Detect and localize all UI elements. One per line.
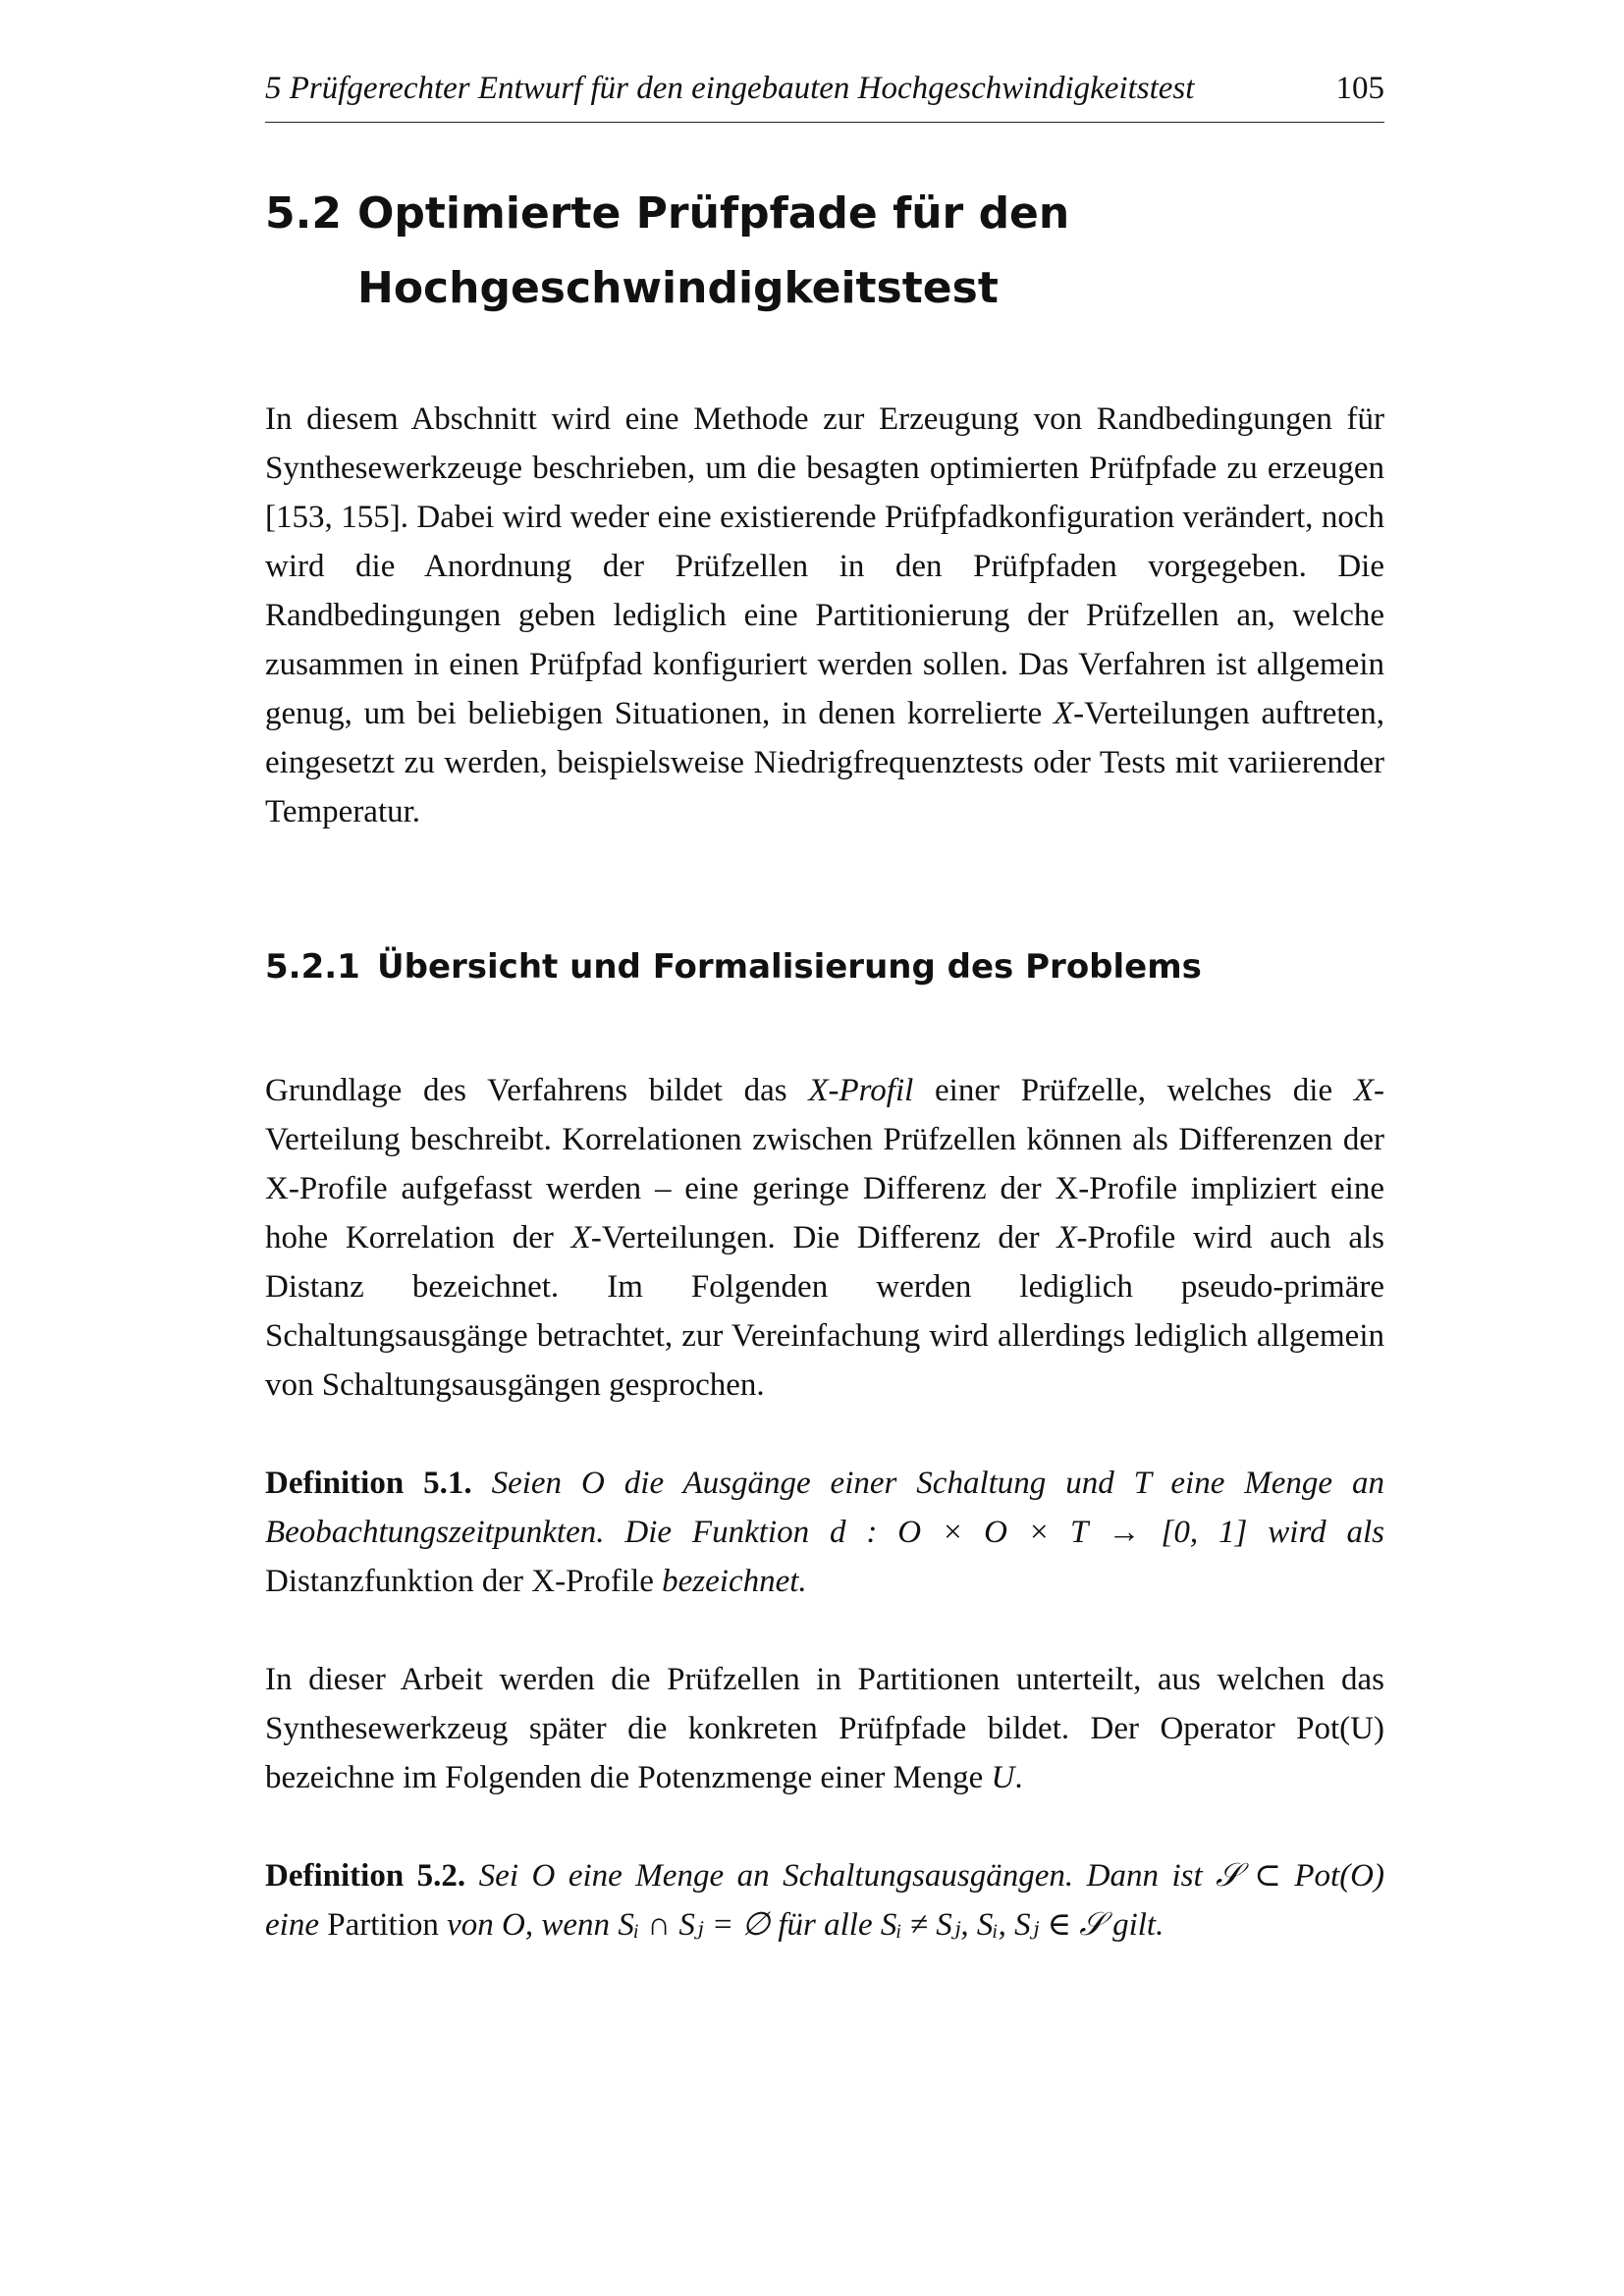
- def2-text-6: für alle: [770, 1907, 881, 1943]
- def1-math-o: O: [581, 1466, 605, 1501]
- def1-text-2: die Ausgänge einer Schaltung und: [604, 1466, 1134, 1501]
- paragraph-xprofile: [265, 1066, 1384, 1410]
- subsection-number: 5.2.1: [265, 947, 360, 987]
- p2-text-3: -Verteilung beschreibt. Korrelationen zwischen Prüfzellen können als Differenzen der X-Profile aufgefasst werden – eine geringe Differenz der X-Profile impliziert eine hohe Korrelation der: [265, 1073, 1384, 1255]
- p3-text-1: In dieser Arbeit werden die Prüfzellen in Partitionen unterteilt, aus welchen das Synthesewerkzeug später die konkreten Prüfpfade bildet. Der Operator: [265, 1662, 1384, 1746]
- p2-math-x3: X: [1056, 1220, 1077, 1255]
- def1-math-d: d : O × O × T → [0, 1]: [829, 1515, 1248, 1550]
- def2-math-condition: Sᵢ ≠ Sⱼ, Sᵢ, Sⱼ ∈ 𝒮: [880, 1907, 1105, 1943]
- running-header: [265, 71, 1384, 123]
- def1-term-distanzfunktion: Distanzfunktion der X-Profile: [265, 1564, 654, 1599]
- p3-math-pot: Pot(U): [1296, 1711, 1384, 1746]
- def2-text-3: eine: [265, 1907, 328, 1943]
- def2-text-4: von: [438, 1907, 503, 1943]
- p3-text-3: .: [1014, 1760, 1023, 1795]
- section-number: 5.2: [265, 188, 342, 239]
- page-number: 105: [1335, 71, 1384, 106]
- p3-math-u: U: [991, 1760, 1015, 1795]
- definition-5-1-label: Definition 5.1.: [265, 1466, 472, 1501]
- intro-text-1: In diesem Abschnitt wird eine Methode zur Erzeugung von Randbedingungen für Synthesewerkzeuge beschrieben, um die besagten optimierten Prüfpfade zu erzeugen [153, 155]. Dabei wird weder eine existierende Prüfpfadkonfiguration verändert, noch wird die Anordnung der Prüfzellen in den Prüfpfaden vorgegeben. Die Randbedingungen geben lediglich eine Partitionierung der Prüfzellen an, welche zusammen in einen Prüfpfad konfiguriert werden sollen. Das Verfahren ist allgemein genug, um bei beliebigen Situationen, in denen korrelierte: [265, 401, 1384, 731]
- p2-term-xprofil: X-Profil: [808, 1073, 914, 1108]
- def2-math-o2: O: [502, 1907, 525, 1943]
- def2-text-5: , wenn: [524, 1907, 619, 1943]
- subsection-heading: [265, 942, 1384, 991]
- def1-text-1: Seien: [491, 1466, 581, 1501]
- def1-math-t: T: [1133, 1466, 1152, 1501]
- def2-math-s-pot: 𝒮 ⊂ Pot(O): [1216, 1858, 1384, 1894]
- header-title: 5 Prüfgerechter Entwurf für den eingebauten Hochgeschwindigkeitstest: [265, 71, 1195, 106]
- p2-text-2: einer Prüfzelle, welches die: [913, 1073, 1354, 1108]
- p3-text-2: bezeichne im Folgenden die Potenzmenge einer Menge: [265, 1760, 992, 1795]
- def1-text-4: wird als: [1247, 1515, 1384, 1550]
- def2-text-2: eine Menge an Schaltungsausgängen. Dann ist: [555, 1858, 1217, 1894]
- p2-text-5: -Profile wird auch als Distanz bezeichnet. Im Folgenden werden lediglich pseudo-primäre Schaltungsausgänge betrachtet, zur Vereinfachung wird allerdings lediglich allgemein von Schaltungsausgängen gesprochen.: [265, 1220, 1384, 1403]
- def2-math-o: O: [531, 1858, 556, 1894]
- intro-paragraph: [265, 395, 1384, 836]
- section-title: Optimierte Prüfpfade für den Hochgeschwindigkeitstest: [357, 188, 1070, 313]
- def2-math-intersection: Sᵢ ∩ Sⱼ = ∅: [618, 1907, 771, 1943]
- definition-5-1: [265, 1459, 1384, 1606]
- p2-math-x2: X: [570, 1220, 591, 1255]
- intro-math-x: X: [1054, 696, 1074, 731]
- def2-text-1: Sei: [478, 1858, 532, 1894]
- intro-text-2: -Verteilungen auftreten, eingesetzt zu werden, beispielsweise Niedrigfrequenztests oder Tests mit variierender Temperatur.: [265, 696, 1384, 829]
- definition-5-2-label: Definition 5.2.: [265, 1858, 466, 1894]
- p2-math-x1: X: [1353, 1073, 1374, 1108]
- def2-term-partition: Partition: [327, 1907, 439, 1943]
- subsection-title: Übersicht und Formalisierung des Problems: [377, 947, 1202, 987]
- definition-5-2: [265, 1851, 1384, 1949]
- def2-text-7: gilt.: [1104, 1907, 1164, 1943]
- p2-text-4: -Verteilungen. Die Differenz der: [590, 1220, 1057, 1255]
- def1-text-5: bezeichnet.: [653, 1564, 807, 1599]
- paragraph-partitions: [265, 1655, 1384, 1802]
- def1-text-3: eine Menge an Beobachtungszeitpunkten. Die Funktion: [265, 1466, 1385, 1550]
- p2-text-1: Grundlage des Verfahrens bildet das: [265, 1073, 809, 1108]
